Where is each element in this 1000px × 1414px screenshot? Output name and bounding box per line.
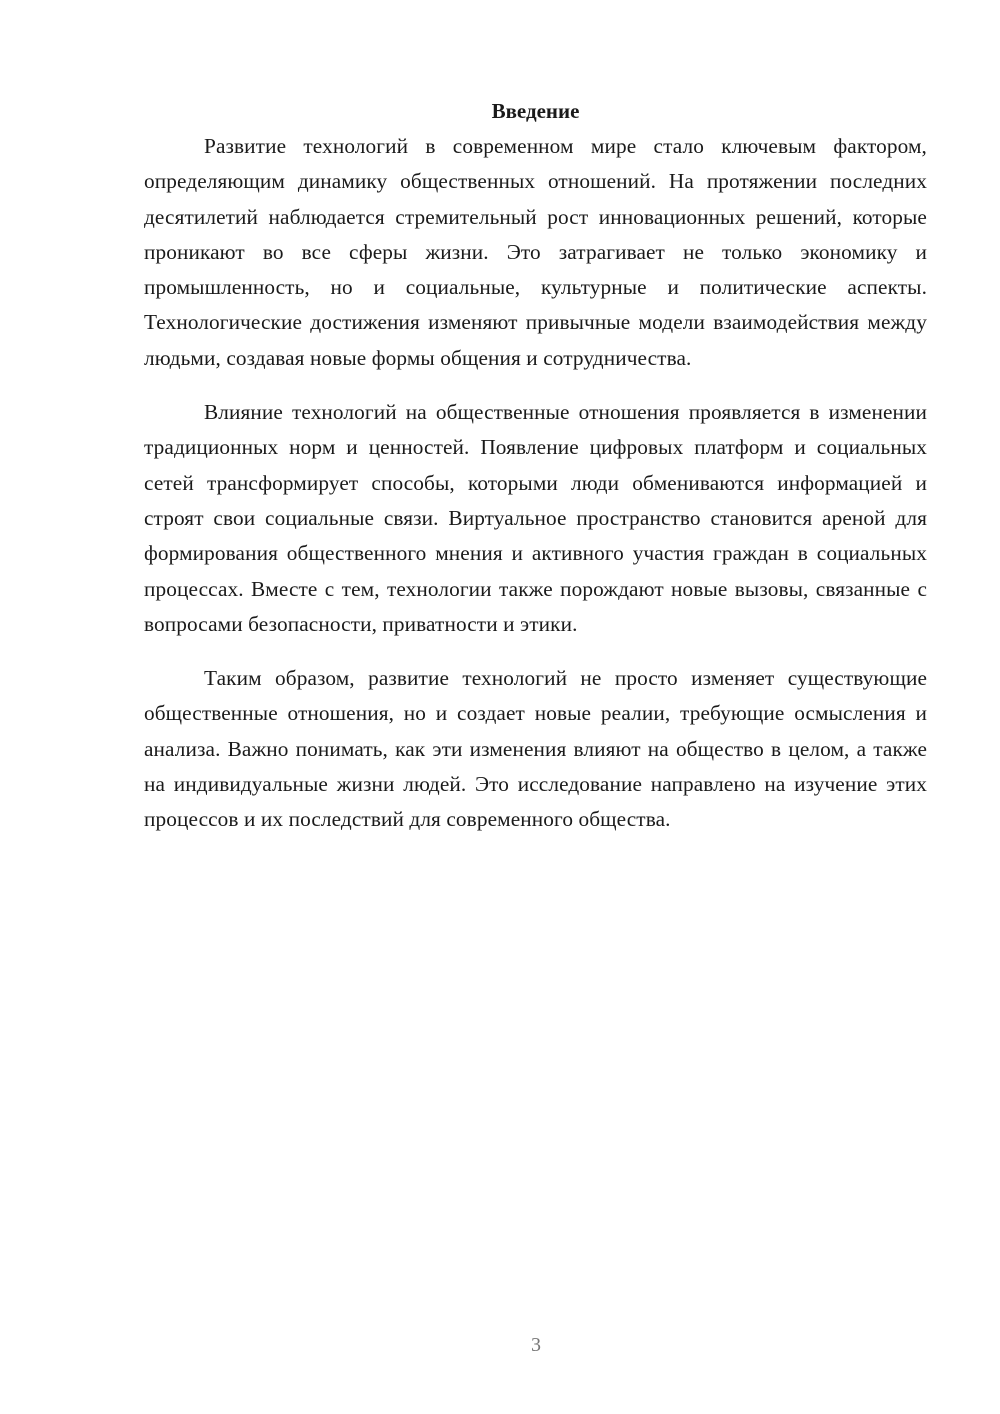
page-content	[144, 94, 927, 838]
paragraph: Развитие технологий в современном мире стало ключевым фактором, определяющим динамику общественных отношений. На протяжении последних десятилетий наблюдается стремительный рост инновационных решений, которые проникают во все сферы жизни. Это затрагивает не только экономику и промышленность, но и социальные, культурные и политические аспекты. Технологические достижения изменяют привычные модели взаимодействия между людьми, создавая новые формы общения и сотрудничества.	[144, 134, 927, 370]
paragraph: Влияние технологий на общественные отношения проявляется в изменении традиционных норм и ценностей. Появление цифровых платформ и социальных сетей трансформирует способы, которыми люди обмениваются информацией и строят свои социальные связи. Виртуальное пространство становится ареной для формирования общественного мнения и активного участия граждан в социальных процессах. Вместе с тем, технологии также порождают новые вызовы, связанные с вопросами безопасности, приватности и этики.	[144, 400, 927, 636]
paragraph: Таким образом, развитие технологий не просто изменяет существующие общественные отношения, но и создает новые реалии, требующие осмысления и анализа. Важно понимать, как эти изменения влияют на общество в целом, а также на индивидуальные жизни людей. Это исследование направлено на изучение этих процессов и их последствий для современного общества.	[144, 666, 927, 832]
page-number: 3	[531, 1334, 541, 1356]
section-heading: Введение	[491, 99, 580, 123]
